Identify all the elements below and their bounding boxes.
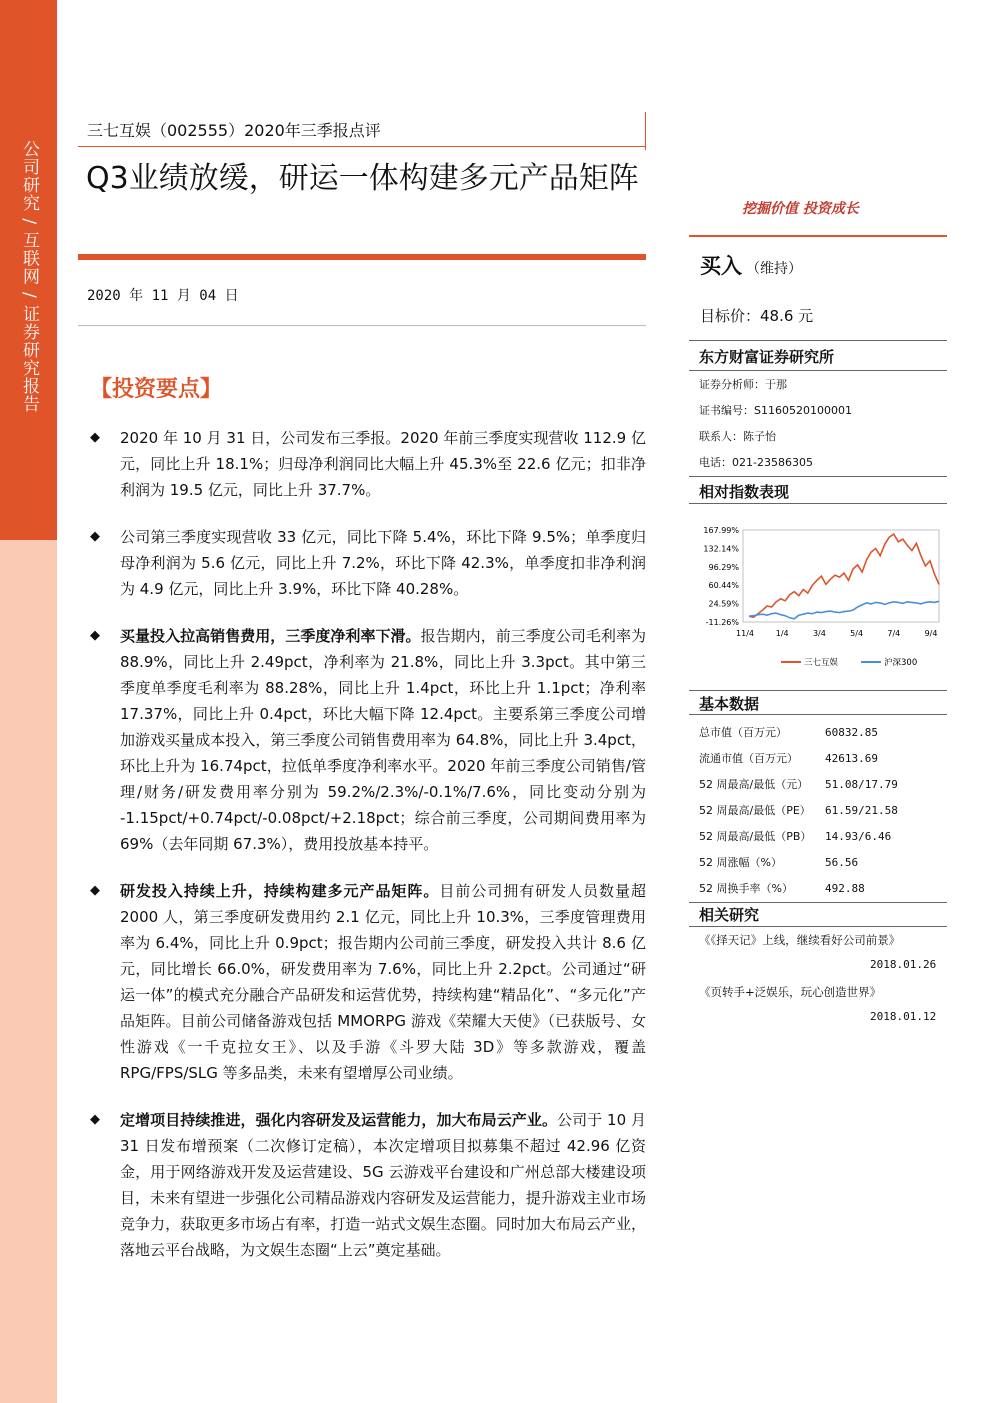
list-item (90, 524, 646, 602)
analyst: 证券分析师：于那 (699, 378, 787, 391)
row-value: 60832.85 (825, 725, 878, 739)
firm-name: 东方财富证券研究所 (699, 348, 835, 366)
basic-rule-bottom (689, 714, 947, 715)
row-key: 总市值（百万元） (699, 726, 787, 739)
date-rule (78, 325, 646, 326)
diamond-icon: ◆ (90, 628, 100, 643)
table-row (699, 875, 939, 901)
list-item (90, 425, 646, 503)
firm-rule-bottom (689, 370, 947, 371)
performance-chart (689, 518, 947, 678)
y-tick-label: 132.14% (703, 544, 739, 554)
table-row (699, 745, 939, 771)
row-value: 492.88 (825, 881, 865, 895)
legend-label: 三七互娱 (804, 658, 839, 668)
legend-label: 沪深300 (884, 658, 918, 668)
firm-rule (689, 340, 947, 341)
page-title: Q3业绩放缓，研运一体构建多元产品矩阵 (86, 161, 639, 196)
rating-note: （维持） (746, 261, 802, 277)
list-item (90, 1107, 646, 1263)
x-tick-label: 9/4 (924, 629, 938, 638)
target-price: 目标价：48.6 元 (700, 307, 814, 325)
section-heading: 【投资要点】 (90, 377, 223, 402)
table-row (699, 823, 939, 849)
perf-title: 相对指数表现 (699, 483, 790, 501)
perf-rule-bottom (689, 503, 947, 504)
related-report-date: 2018.01.26 (870, 958, 937, 971)
chart-svg (689, 518, 947, 678)
phone: 电话：021-23586305 (699, 456, 813, 469)
y-tick-label: 167.99% (703, 526, 739, 535)
x-tick-label: 7/4 (887, 629, 901, 638)
row-value: 56.56 (825, 855, 859, 869)
sidebar-band-light (0, 540, 57, 1403)
report-date: 2020 年 11 月 04 日 (87, 288, 239, 304)
basic-rule (689, 690, 947, 691)
bullet-lead: 定增项目持续推进，强化内容研发及运营能力，加大布局云产业。 (120, 1111, 558, 1129)
row-key: 52 周涨幅（%） (699, 856, 782, 869)
bullet-text: 目前公司拥有研发人员数量超 2000 人，第三季度研发费用约 2.1 亿元，同比上升 10.3%，三季度管理费用率为 6.4%，同比上升 0.9pct；报告期内公司前三季度，研发投入共计 8.6 亿元，同比增长 66.0%，研发费用率为 7.6%，同比上升 2.2pct。公司通过“研运一体”的模式充分融合产品研发和运营优势，持续构建“精品化”、“多元化”产品矩阵。目前公司储备游戏包括 MMORPG 游戏《荣耀大天使》（已获版号、女性游戏《一千克拉女王》、以及手游《斗罗大陆 3D》等多款游戏，覆盖 RPG/FPS/SLG 等多品类，未来有望增厚公司业绩。 (120, 882, 646, 1082)
investment-points (90, 425, 646, 1284)
bullet-text: 公司于 10 月 31 日发布增预案（二次修订定稿），本次定增项目拟募集不超过 42.96 亿资金，用于网络游戏开发及运营建设、5G 云游戏平台建设和广州总部大楼建设项目，未来有望进一步强化公司精品游戏内容研发及运营能力，提升游戏主业市场竞争力，获取更多市场占有率，打造一站式文娱生态圈。同时加大布局云产业，落地云平台战略，为文娱生态圈“上云”奠定基础。 (120, 1111, 646, 1259)
header-divider (645, 112, 646, 150)
basic-title: 基本数据 (699, 695, 760, 713)
row-key: 52 周最高/最低（PB） (699, 830, 812, 843)
series-line-0 (749, 534, 939, 617)
x-tick-label: 5/4 (850, 629, 864, 638)
row-value: 51.08/17.79 (825, 777, 898, 791)
table-row (699, 797, 939, 823)
list-item (90, 878, 646, 1086)
diamond-icon: ◆ (90, 529, 100, 544)
table-row (699, 719, 939, 745)
related-report-date: 2018.01.12 (870, 1010, 937, 1023)
cert-number: 证书编号：S1160520100001 (699, 404, 852, 417)
sidebar-category: 公司研究 / 互联网 / 证券研究报告 (19, 140, 39, 414)
table-row (699, 849, 939, 875)
related-rule (689, 902, 947, 903)
bullet-lead: 研发投入持续上升，持续构建多元产品矩阵。 (120, 882, 440, 900)
list-item (90, 623, 646, 857)
table-row (699, 771, 939, 797)
row-value: 42613.69 (825, 751, 878, 765)
row-value: 61.59/21.58 (825, 803, 898, 817)
rating (700, 250, 802, 280)
perf-rule (689, 476, 947, 477)
rating-rule (689, 235, 947, 237)
bullet-lead: 买量投入拉高销售费用，三季度净利率下滑。 (120, 627, 421, 645)
row-key: 52 周最高/最低（元） (699, 778, 809, 791)
rating-value: 买入 (700, 254, 742, 278)
diamond-icon: ◆ (90, 883, 100, 898)
y-tick-label: 24.59% (708, 599, 739, 609)
series-line-1 (749, 601, 939, 619)
related-title: 相关研究 (699, 906, 760, 924)
bullet-text: 2020 年 10 月 31 日，公司发布三季报。2020 年前三季度实现营收 112.9 亿元，同比上升 18.1%；归母净利润同比大幅上升 45.3%至 22.6 亿元；扣非净利润为 19.5 亿元，同比上升 37.7%。 (120, 429, 646, 499)
x-tick-label: 3/4 (812, 629, 826, 638)
title-bar (78, 254, 646, 260)
row-value: 14.93/6.46 (825, 829, 892, 843)
y-tick-label: 96.29% (708, 562, 739, 572)
y-tick-label: -11.26% (705, 618, 739, 627)
related-report-title[interactable]: 《《择天记》上线，继续看好公司前景》 (699, 933, 901, 947)
diamond-icon: ◆ (90, 1112, 100, 1127)
row-key: 52 周最高/最低（PE） (699, 804, 811, 817)
row-key: 流通市值（百万元） (699, 752, 798, 765)
diamond-icon: ◆ (90, 430, 100, 445)
report-header: 三七互娱（002555）2020年三季报点评 (87, 121, 381, 140)
contact: 联系人：陈子怡 (699, 430, 776, 443)
bullet-text: 公司第三季度实现营收 33 亿元，同比下降 5.4%，环比下降 9.5%；单季度归母净利润为 5.6 亿元，同比上升 7.2%，环比下降 42.3%，单季度扣非净利润为 4.9 亿元，同比上升 3.9%，环比下降 40.28%。 (120, 528, 646, 598)
basic-data-table (699, 719, 939, 901)
slogan: 挖掘价值 投资成长 (742, 201, 859, 217)
related-rule-bottom (689, 926, 947, 927)
bullet-text: 报告期内，前三季度公司毛利率为 88.9%，同比上升 2.49pct，净利率为 21.8%，同比上升 3.3pct。其中第三季度单季度毛利率为 88.28%，同比上升 1.4pct，环比上升 1.1pct；净利率 17.37%，同比上升 0.4pct，环比大幅下降 12.4pct。主要系第三季度公司增加游戏买量成本投入，第三季度公司销售费用率为 64.8%，同比上升 3.4pct，环比上升为 16.74pct，拉低单季度净利率水平。2020 年前三季度公司销售/管理/财务/研发费用率分别为 59.2%/2.3%/-0.1%/7.6%，同比变动分别为 -1.15pct/+0.74pct/-0.08pct/+2.18pct；综合前三季度，公司期间费用率为 69%（去年同期 67.3%），费用投放基本持平。 (120, 627, 646, 853)
header-rule (78, 146, 646, 147)
y-tick-label: 60.44% (708, 581, 739, 591)
related-report-title[interactable]: 《页转手+泛娱乐，玩心创造世界》 (699, 985, 882, 999)
x-tick-label: 1/4 (775, 629, 789, 638)
row-key: 52 周换手率（%） (699, 882, 793, 895)
x-tick-label: 11/4 (736, 629, 754, 638)
